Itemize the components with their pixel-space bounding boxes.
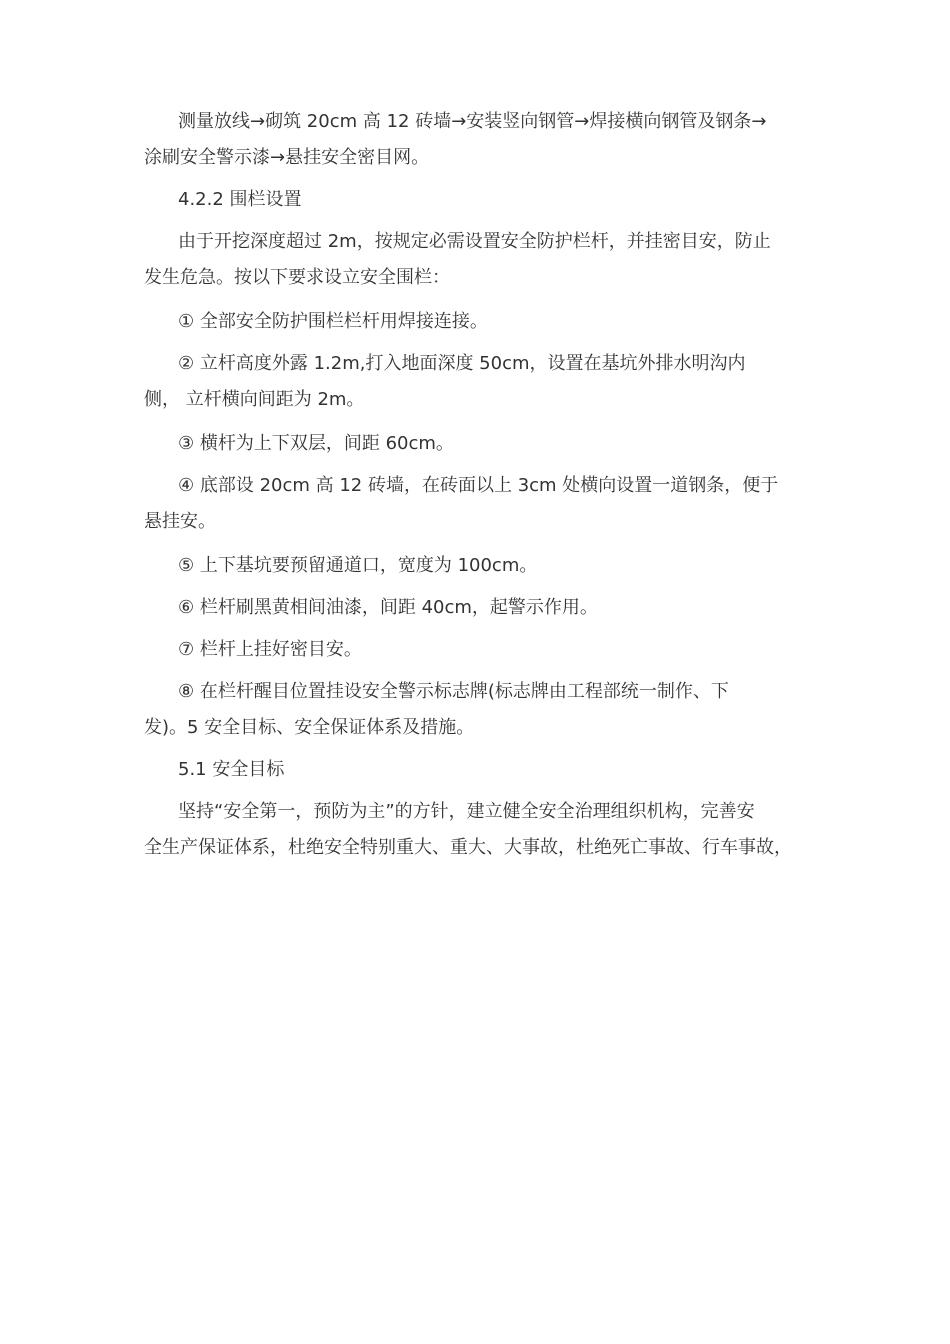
list-item-text: 侧， 立杆横向间距为 2m。 xyxy=(144,389,365,410)
paragraph-procedure xyxy=(144,104,816,176)
section-heading-4-2-2 xyxy=(144,182,816,218)
section-heading-text: 4.2.2 围栏设置 xyxy=(178,189,302,210)
list-item-text: ⑥ 栏杆刷黑黄相间油漆，间距 40cm，起警示作用。 xyxy=(178,597,598,618)
list-item-text: ③ 横杆为上下双层，间距 60cm。 xyxy=(178,433,454,454)
list-item-2 xyxy=(144,346,816,418)
paragraph-intro xyxy=(144,224,816,296)
list-item-4 xyxy=(144,468,816,540)
list-item-1 xyxy=(144,304,816,340)
list-item-5 xyxy=(144,548,816,584)
list-item-3 xyxy=(144,426,816,462)
list-item-text: ④ 底部设 20cm 高 12 砖墙，在砖面以上 3cm 处横向设置一道钢条，便于 xyxy=(178,475,779,496)
list-item-text: 发)。5 安全目标、安全保证体系及措施。 xyxy=(144,717,475,738)
list-item-text: ⑧ 在栏杆醒目位置挂设安全警示标志牌(标志牌由工程部统一制作、下 xyxy=(178,681,729,702)
list-item-text: 悬挂安。 xyxy=(144,511,216,532)
section-heading-5-1 xyxy=(144,752,816,788)
document-body xyxy=(144,104,816,866)
list-item-text: ⑤ 上下基坑要预留通道口，宽度为 100cm。 xyxy=(178,555,538,576)
paragraph-line: 全生产保证体系，杜绝安全特别重大、重大、大事故，杜绝死亡事故、行车事故， xyxy=(144,837,792,858)
paragraph-line: 发生危急。按以下要求设立安全围栏： xyxy=(144,267,450,288)
list-item-6 xyxy=(144,590,816,626)
paragraph-line: 涂刷安全警示漆→悬挂安全密目网。 xyxy=(144,147,430,168)
list-item-text: ① 全部安全防护围栏栏杆用焊接连接。 xyxy=(178,311,488,332)
paragraph-safety-goal xyxy=(144,794,816,866)
list-item-8 xyxy=(144,674,816,746)
paragraph-line: 坚持“安全第一，预防为主”的方针，建立健全安全治理组织机构，完善安 xyxy=(178,801,755,822)
list-item-text: ② 立杆高度外露 1.2m,打入地面深度 50cm，设置在基坑外排水明沟内 xyxy=(178,353,746,374)
paragraph-line: 由于开挖深度超过 2m，按规定必需设置安全防护栏杆，并挂密目安，防止 xyxy=(178,231,771,252)
list-item-7 xyxy=(144,632,816,668)
section-heading-text: 5.1 安全目标 xyxy=(178,759,285,780)
list-item-text: ⑦ 栏杆上挂好密目安。 xyxy=(178,639,362,660)
paragraph-line: 测量放线→砌筑 20cm 高 12 砖墙→安装竖向钢管→焊接横向钢管及钢条→ xyxy=(178,111,767,132)
